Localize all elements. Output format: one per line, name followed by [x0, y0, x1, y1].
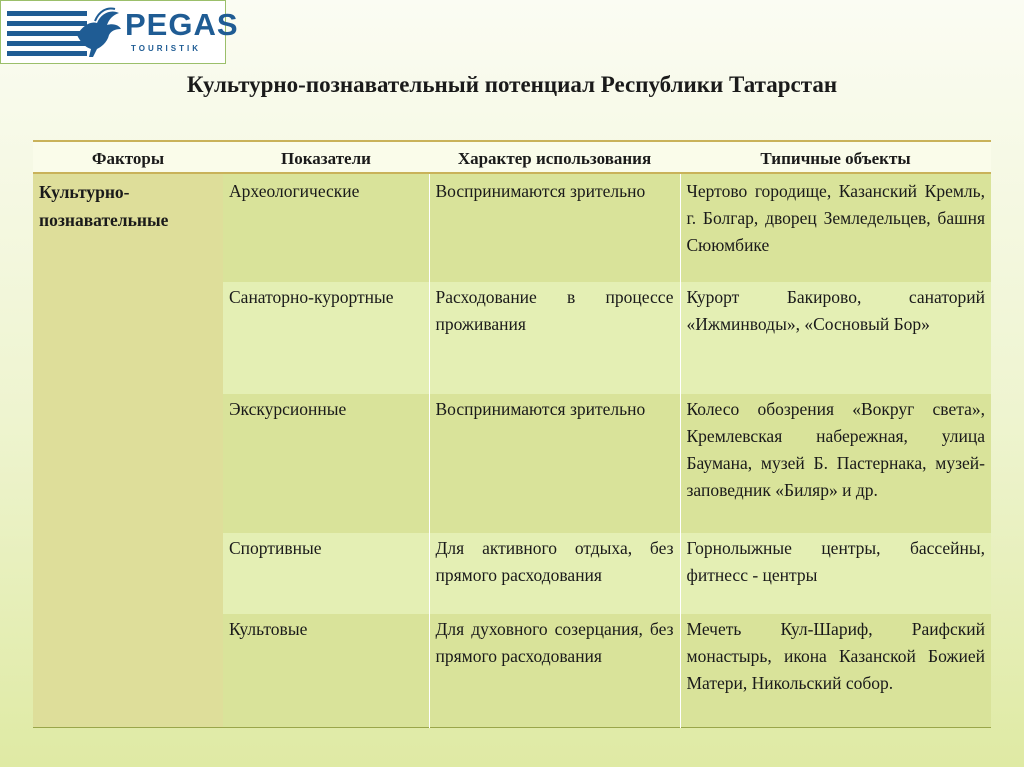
- objects-cell: Колесо обозрения «Вокруг света», Кремлевская набережная, улица Баумана, музей Б. Пастернака, музей-заповедник «Биляр» и др.: [680, 394, 991, 533]
- pegasus-icon: [71, 5, 125, 59]
- objects-cell: Чертово городище, Казанский Кремль, г. Болгар, дворец Земледельцев, башня Сююмбике: [680, 173, 991, 282]
- page-title: Культурно-познавательный потенциал Республики Татарстан: [186, 72, 838, 97]
- header-factors: Факторы: [33, 141, 223, 173]
- header-objects: Типичные объекты: [680, 141, 991, 173]
- objects-cell: Мечеть Кул-Шариф, Раифский монастырь, икона Казанской Божией Матери, Никольский собор.: [680, 614, 991, 727]
- potential-table: [33, 140, 991, 728]
- usage-cell: Для духовного созерцания, без прямого расходования: [429, 614, 680, 727]
- indicator-cell: Санаторно-курортные: [223, 282, 429, 394]
- header-indicators: Показатели: [223, 141, 429, 173]
- objects-cell: Курорт Бакирово, санаторий «Ижминводы», «Сосновый Бор»: [680, 282, 991, 394]
- indicator-cell: Экскурсионные: [223, 394, 429, 533]
- indicator-cell: Спортивные: [223, 533, 429, 614]
- logo-brand: PEGAS: [125, 7, 239, 42]
- usage-cell: Расходование в процессе проживания: [429, 282, 680, 394]
- header-usage: Характер использования: [429, 141, 680, 173]
- factor-cell: Культурно-познавательные: [33, 173, 223, 727]
- table-row: [33, 173, 991, 282]
- indicator-cell: Археологические: [223, 173, 429, 282]
- objects-cell: Горнолыжные центры, бассейны, фитнесс - центры: [680, 533, 991, 614]
- pegas-logo: [0, 0, 239, 64]
- usage-cell: Для активного отдыха, без прямого расходования: [429, 533, 680, 614]
- usage-cell: Воспринимаются зрительно: [429, 173, 680, 282]
- indicator-cell: Культовые: [223, 614, 429, 727]
- logo-subtitle: TOURISTIK: [131, 44, 201, 53]
- usage-cell: Воспринимаются зрительно: [429, 394, 680, 533]
- table-header-row: [33, 141, 991, 173]
